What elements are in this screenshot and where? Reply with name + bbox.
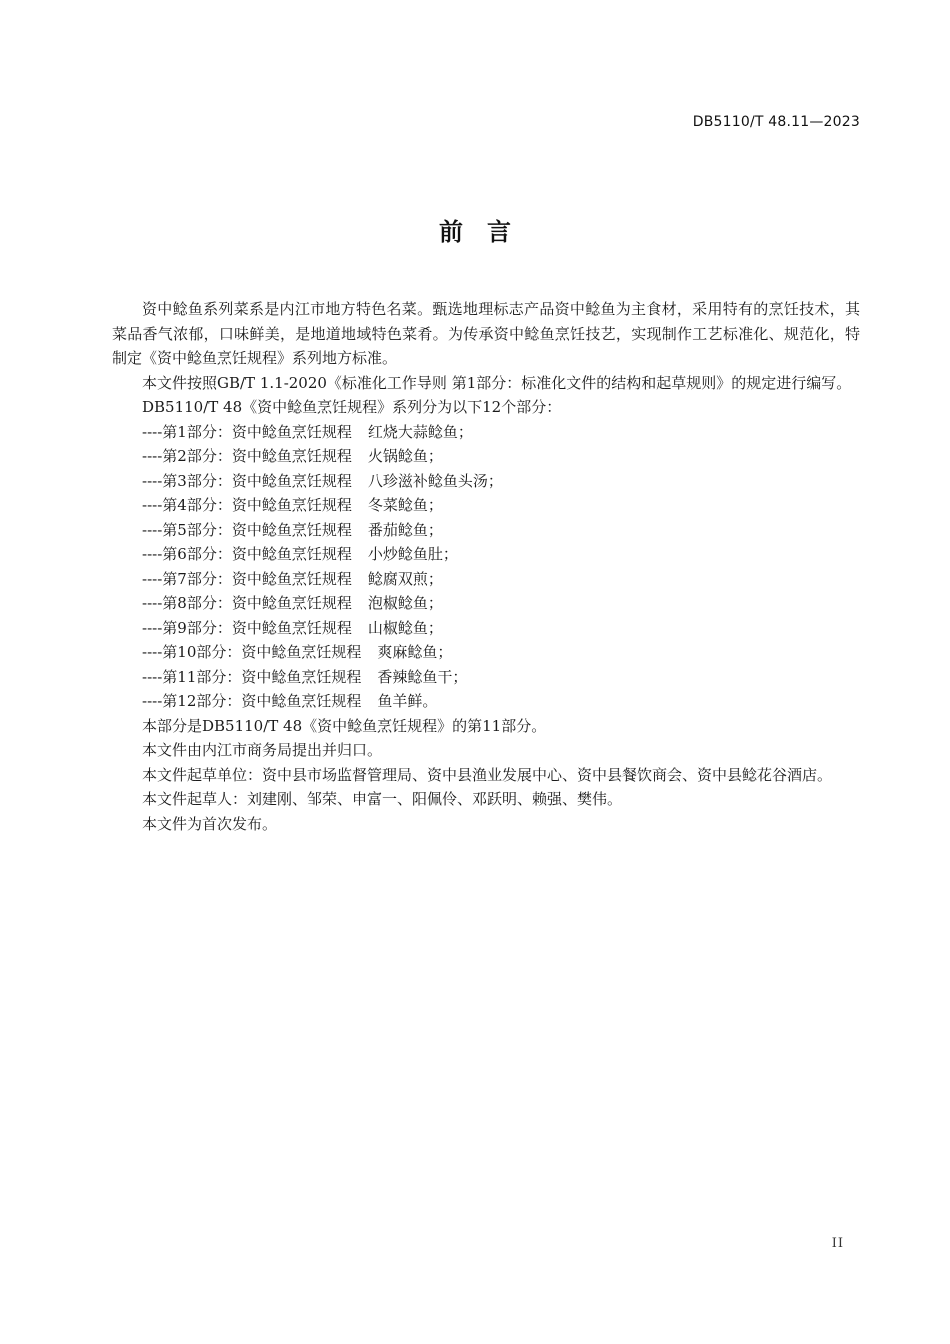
list-item: ----第11部分：资中鲶鱼烹饪规程 香辣鲶鱼干； [142,667,468,686]
page-title: 前言 [439,218,535,246]
series-intro-paragraph: DB5110/T 48《资中鲶鱼烹饪规程》系列分为以下12个部分： [142,398,562,416]
list-item: ----第12部分：资中鲶鱼烹饪规程 鱼羊鲜。 [142,692,438,710]
list-item: ----第10部分：资中鲶鱼烹饪规程 爽麻鲶鱼； [142,643,453,661]
list-item: ----第7部分：资中鲶鱼烹饪规程 鲶腐双煎； [142,569,443,588]
list-item: ----第3部分：资中鲶鱼烹饪规程 八珍滋补鲶鱼头汤； [142,471,503,490]
document-code: DB5110/T 48.11—2023 [692,114,860,130]
list-item: ----第2部分：资中鲶鱼烹饪规程 火锅鲶鱼； [142,447,443,465]
foreword-body [112,297,860,836]
page-number: II [831,1236,844,1251]
list-item: ----第5部分：资中鲶鱼烹饪规程 番茄鲶鱼； [142,520,443,539]
intro-paragraph: 资中鲶鱼系列菜系是内江市地方特色名菜。甄选地理标志产品资中鲶鱼为主食材，采用特有的烹饪技术，其菜品香气浓郁，口味鲜美，是地道地域特色菜肴。为传承资中鲶鱼烹饪技艺，实现制作工艺标准化、规范化，特制定《资中鲶鱼烹饪规程》系列地方标准。 [112,300,860,367]
first-release-paragraph: 本文件为首次发布。 [142,814,278,833]
list-item: ----第6部分：资中鲶鱼烹饪规程 小炒鲶鱼肚； [142,545,458,563]
list-item: ----第8部分：资中鲶鱼烹饪规程 泡椒鲶鱼； [142,594,443,612]
this-part-paragraph: 本部分是DB5110/T 48《资中鲶鱼烹饪规程》的第11部分。 [142,716,547,735]
list-item: ----第9部分：资中鲶鱼烹饪规程 山椒鲶鱼； [142,618,443,637]
list-item: ----第1部分：资中鲶鱼烹饪规程 红烧大蒜鲶鱼； [142,422,473,441]
drafting-units-paragraph: 本文件起草单位：资中县市场监督管理局、资中县渔业发展中心、资中县餐饮商会、资中县鲶花谷酒店。 [142,765,833,784]
list-item: ----第4部分：资中鲶鱼烹饪规程 冬菜鲶鱼； [142,496,443,514]
drafters-paragraph: 本文件起草人：刘建刚、邹荣、申富一、阳佩伶、邓跃明、赖强、樊伟。 [142,790,623,808]
proposer-paragraph: 本文件由内江市商务局提出并归口。 [142,741,383,759]
parts-list [112,420,860,714]
drafting-rules-paragraph: 本文件按照GB/T 1.1-2020《标准化工作导则 第1部分：标准化文件的结构和起草规则》的规定进行编写。 [142,373,852,392]
